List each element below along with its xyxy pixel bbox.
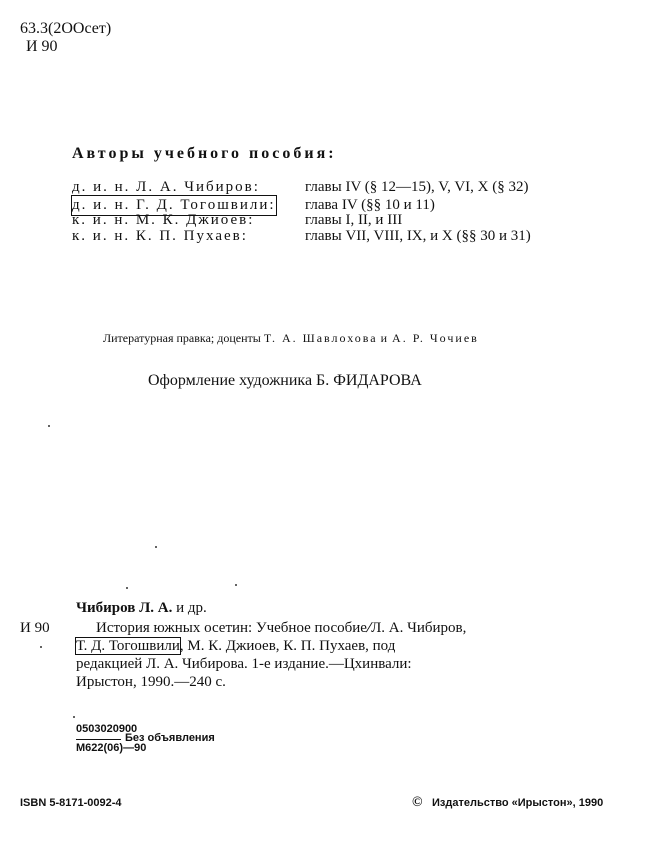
code-divider [76,739,121,740]
bib-call-mark: И 90 [20,620,50,636]
editors-prefix: Литературная правка; доценты [103,331,261,345]
bib-author-line [76,598,207,618]
editor-name: А. Р. Чочиев [392,331,479,345]
author-name: д. и. н. Г. Д. Тогошвили: [72,197,276,213]
author-name: к. и. н. М. К. Джиоев: [72,212,255,228]
authors-heading: Авторы учебного пособия: [72,145,337,162]
bib-publication-line: Ирыстон, 1990.—240 с. [76,674,226,690]
bib-editor-line: редакцией Л. А. Чибирова. 1-е издание.—Цхинвали: [76,656,412,672]
scan-speck [73,716,75,718]
bib-title: История южных осетин: Учебное пособие [96,620,367,636]
code-top: 0503020900 [76,723,138,735]
scan-speck [48,425,50,427]
code-bottom: М622(06)—90 [76,742,147,754]
publisher-imprint: Издательство «Ирыстон», 1990 [432,797,604,809]
scan-speck [235,584,237,586]
scan-speck [126,587,128,589]
editor-name: Т. А. Шавлохова [263,331,378,345]
price-note: Без объявления [125,732,215,744]
author-chapters: главы I, II, и III [305,212,403,228]
bib-author-suffix: и др. [176,600,207,616]
bib-after-slash: Л. А. Чибиров, [371,620,467,636]
scan-speck [40,646,42,648]
scan-speck [155,546,157,548]
author-mark: И 90 [26,38,58,55]
isbn: ISBN 5-8171-0092-4 [20,797,122,809]
design-credit: Оформление художника Б. ФИДАРОВА [148,372,422,389]
author-chapters: глава IV (§§ 10 и 11) [305,197,435,213]
editors-conj: и [380,331,390,345]
bib-coauthors-rest: , М. К. Джиоев, К. П. Пухаев, под [179,638,396,654]
bib-coauthor-boxed: Т. Д. Тогошвили [76,638,180,654]
bib-title-line [96,618,466,638]
bib-author: Чибиров Л. А. [76,600,173,616]
author-name: д. и. н. Л. А. Чибиров: [72,179,260,195]
bbk-code: 63.3(2ООсет) [20,20,112,37]
author-chapters: главы IV (§ 12—15), V, VI, X (§ 32) [305,179,529,195]
author-chapters: главы VII, VIII, IX, и X (§§ 30 и 31) [305,228,531,244]
author-name: к. и. н. К. П. Пухаев: [72,228,248,244]
bib-coauthors-line [76,636,395,656]
copyright-icon: © [412,795,423,810]
editors-line [103,331,479,346]
bib-slash: / [364,620,374,636]
